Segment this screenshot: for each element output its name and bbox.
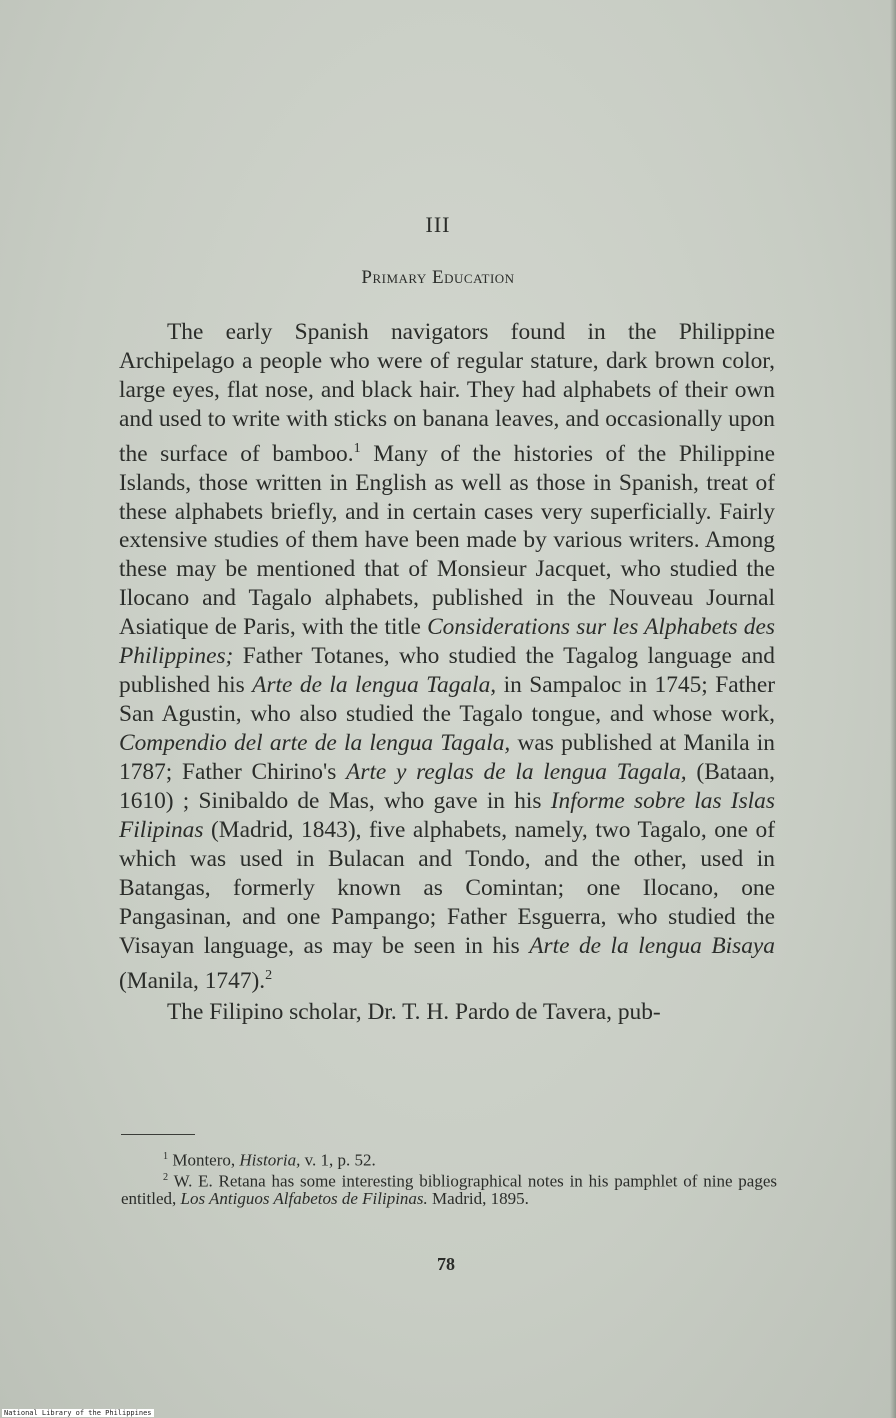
footnote-marker: 2 (265, 966, 273, 983)
paragraph-2 (119, 998, 775, 1027)
footnote-rule (121, 1134, 195, 1135)
text-run: Montero, (168, 1150, 240, 1170)
italic-title: Arte de la lengua Tagala, (252, 672, 497, 699)
page-number: 78 (437, 1254, 455, 1274)
footnote-marker: 1 (353, 439, 361, 456)
library-credit: National Library of the Philippines (4, 1409, 152, 1417)
text-run: in Sampaloc in 1745; Father San Agustin, who also studied the Tagalo tongue, and whose work, (119, 672, 776, 728)
body-text (119, 318, 775, 1026)
text-run: Father Totanes, who studied the Tagalog language and published his (119, 643, 775, 699)
text-run: The Filipino scholar, Dr. T. H. Pardo de Tavera, pub- (167, 998, 661, 1025)
text-run: W. E. Retana has some interesting bibliographical notes in his pamphlet of nine pages entitled, (121, 1171, 777, 1209)
text-run: The early Spanish navigators found in the Philippine Archipelago a people who were of regular stature, dark brown color, large eyes, flat nose, and black hair. They had alphabets of their own and used to write with sticks on banana leaves, and occasionally upon the surface of bamboo. (119, 319, 775, 467)
italic-title: Arte y reglas de la lengua Tagala, (346, 759, 687, 786)
italic-title: Considerations sur les Alphabets des Philippines; (119, 614, 775, 670)
footnote-marker: 2 (163, 1172, 169, 1184)
page-edge-shadow (890, 0, 896, 1418)
footnote-1 (121, 1148, 777, 1169)
paragraph-1 (119, 318, 775, 996)
italic-title: Los Antiguos Alfabetos de Filipinas. (180, 1189, 428, 1209)
footnotes (121, 1148, 777, 1208)
chapter-title: Primary Education (361, 267, 515, 288)
text-run: v. 1, p. 52. (300, 1150, 376, 1170)
italic-title: Compendio del arte de la lengua Tagala, (119, 730, 511, 757)
footnote-2 (121, 1169, 777, 1208)
italic-title: Informe sobre las Islas Filipinas (119, 788, 775, 843)
text-run: Many of the histories of the Philippine Islands, those written in English as well as those in Spanish, treat of these alphabets briefly, and in certain cases very superficially. Fairly extensive studies of them have been made by various writers. Among these may be mentioned that of Monsieur Jacquet, who studied the Ilocano and Tagalo alphabets, published in the Nouveau Journal Asiatique de Paris, with the title (119, 440, 775, 641)
text-run: (Manila, 1747). (119, 967, 266, 994)
chapter-number: III (425, 212, 451, 237)
text-run: (Madrid, 1843), five alphabets, namely, two Tagalo, one of which was used in Bulacan and Tondo, and the other, used in Batangas, formerly known as Comintan; one Ilocano, one Pangasinan, and one Pampango; Father Esguerra, who studied the Visayan language, as may be seen in his (119, 817, 775, 959)
text-run: was published at Manila in 1787; Father Chirino's (119, 730, 775, 786)
text-run: Madrid, 1895. (427, 1189, 529, 1209)
text-run: (Bataan, 1610) ; Sinibaldo de Mas, who gave in his (119, 759, 775, 815)
italic-title: Arte de la lengua Bisaya (529, 932, 775, 959)
footnote-marker: 1 (163, 1151, 169, 1162)
italic-title: Historia, (239, 1150, 301, 1170)
